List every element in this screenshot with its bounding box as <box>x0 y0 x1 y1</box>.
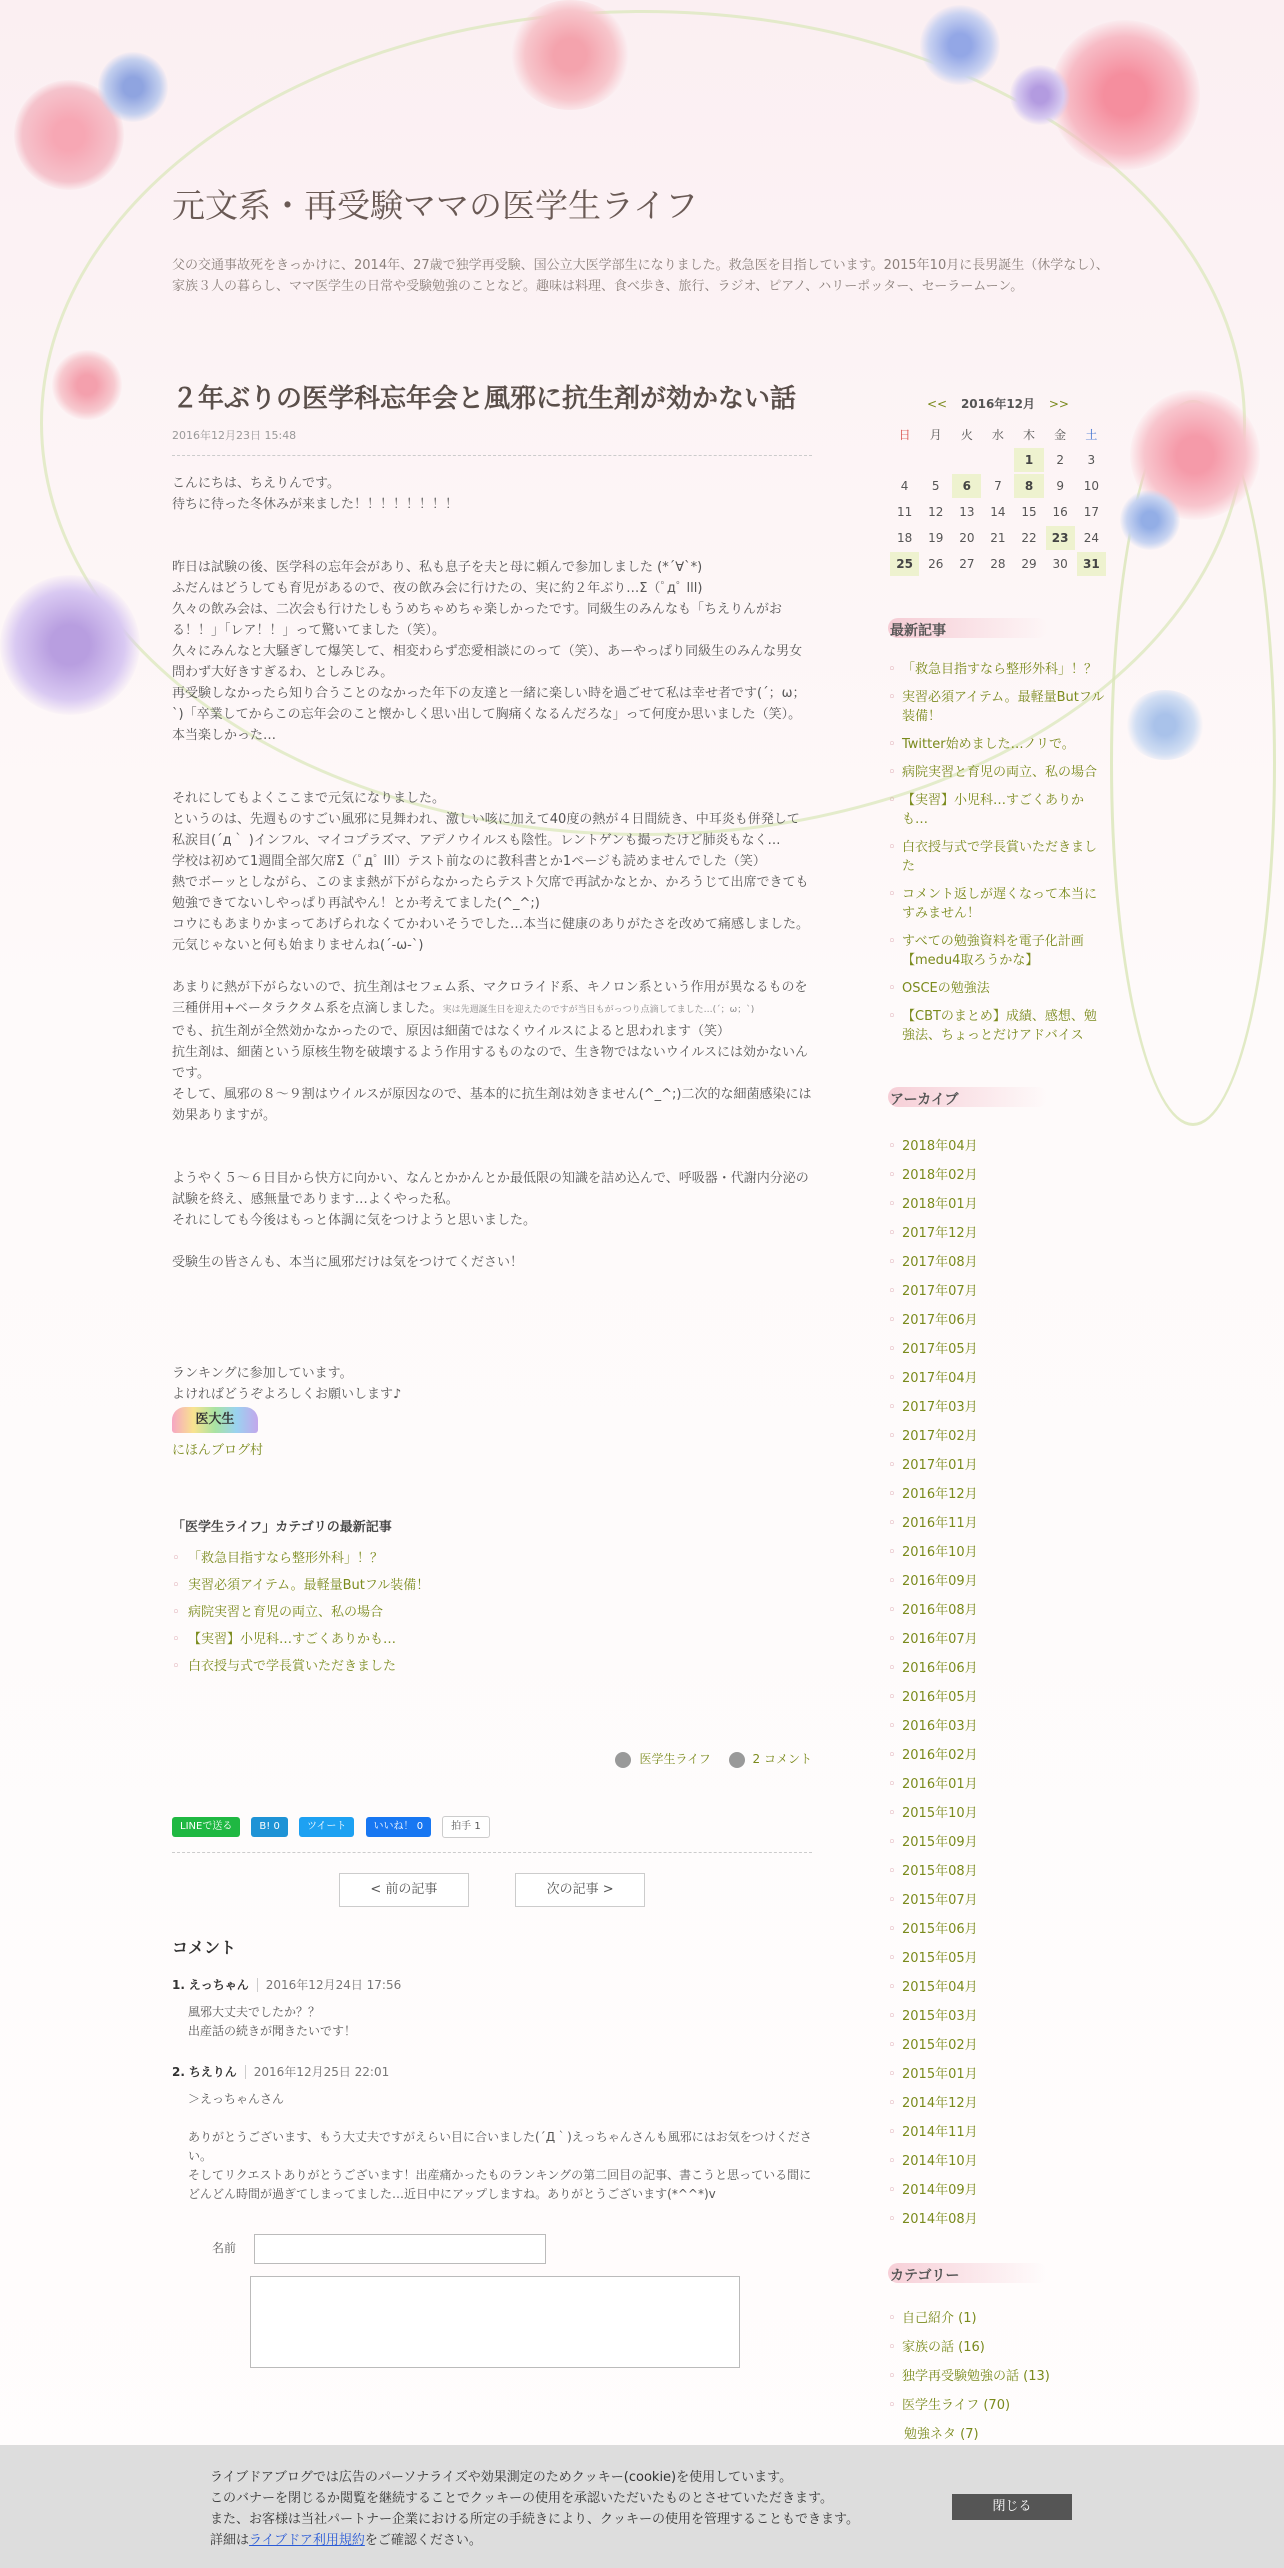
archive-link[interactable]: ◦ 2017年07月 <box>888 1282 1108 1301</box>
article-paragraph: そして、風邪の８〜９割はウイルスが原因なので、基本的に抗生剤は効きません(^_^;)二次的な細菌感染には効果ありますが。 <box>172 1087 812 1123</box>
blog-title[interactable]: 元文系・再受験ママの医学生ライフ <box>172 186 699 225</box>
archive-link[interactable]: ◦ 2014年11月 <box>888 2123 1108 2142</box>
cookie-detail-suffix: をご確認ください。 <box>364 2533 482 2548</box>
share-buttons <box>172 1814 812 1853</box>
archive-link[interactable]: ◦ 2017年01月 <box>888 1456 1108 1475</box>
cookie-detail-prefix: 詳細は <box>210 2533 250 2548</box>
archive-link[interactable]: ◦ 2017年06月 <box>888 1311 1108 1330</box>
calendar-day: 10 <box>1083 479 1100 493</box>
article-paragraph: ふだんはどうしても育児があるので、夜の飲み会に行けたの、実に約２年ぶり…Σ（ﾟдﾟ lll) <box>172 581 703 596</box>
comment-item <box>172 2063 812 2204</box>
calendar-day <box>952 448 981 472</box>
comment-item <box>172 1976 812 2041</box>
recent-post-link[interactable]: ◦ OSCEの勉強法 <box>888 979 1108 998</box>
comment-number: 1. <box>172 1977 185 1992</box>
archive-link[interactable]: ◦ 2017年03月 <box>888 1398 1108 1417</box>
cookie-close-button[interactable]: 閉じる <box>952 2494 1072 2520</box>
article <box>172 378 812 2368</box>
comment-textarea[interactable] <box>250 2276 740 2368</box>
article-paragraph: というのは、先週ものすごい風邪に見舞われ、激しい咳に加えて40度の熱が４日間続き、中耳炎も併発して私涙目(´д｀ )インフル、マイコプラズマ、アデノウイルスも陰性。レントゲンも撮ったけど肺炎もなく… <box>172 812 800 848</box>
archive-link[interactable]: ◦ 2015年06月 <box>888 1920 1108 1939</box>
category-recent-title: 「医学生ライフ」カテゴリの最新記事 <box>172 1520 392 1535</box>
archive-link[interactable]: ◦ 2014年08月 <box>888 2210 1108 2229</box>
comment-line: 出産話の続きが聞きたいです！ <box>188 2023 357 2038</box>
category-recent <box>172 1516 812 1680</box>
comment-number: 2. <box>172 2064 185 2079</box>
article-paragraph: 抗生剤は、細菌という原核生物を破壊するよう作用するものなので、生き物ではないウイルスには効かないんです。 <box>172 1045 808 1081</box>
calendar-day: 14 <box>990 505 1006 519</box>
meta-category-link[interactable]: 医学生ライフ <box>639 1752 711 1766</box>
calendar-nav <box>888 395 1108 412</box>
flower-decoration <box>920 5 1000 85</box>
article-meta <box>172 1750 812 1768</box>
archive-link[interactable]: ◦ 2015年03月 <box>888 2007 1108 2026</box>
calendar-weekday: 月 <box>929 427 942 442</box>
comment-date: 2016年12月24日 17:56 <box>257 1978 401 1992</box>
article-paragraph: 再受験しなかったら知り合うことのなかった年下の友達と一緒に楽しい時を過ごせて私は幸せ者です(´；ω；`)「卒業してからこの忘年会のこと懐かしく思い出して胸痛くなるんだろな」って何度か思いました（笑）。 <box>172 686 806 722</box>
article-paragraph: 熱でボーッとしながら、このまま熱が下がらなかったらテスト欠席で再試かなとか、かろうじて出席できても勉強できてないしやっぱり再試やん！とか考えてました(^_^;) <box>172 875 809 911</box>
paragraph-gap <box>172 1126 812 1147</box>
paragraph-gap <box>172 956 812 977</box>
archive-link[interactable]: ◦ 2017年04月 <box>888 1369 1108 1388</box>
cookie-text <box>210 2467 970 2551</box>
tweet-button[interactable]: ツイート <box>299 1817 355 1837</box>
cookie-line: ライブドアブログでは広告のパーソナライズや効果測定のためクッキー(cookie)を使用しています。 <box>210 2470 793 2485</box>
article-paragraph: それにしてもよくここまで元気になりました。 <box>172 791 446 806</box>
archive-list <box>888 1137 1108 2229</box>
calendar-day: 3 <box>1087 453 1096 467</box>
comment-form <box>212 2234 812 2368</box>
archive-link[interactable]: ◦ 2016年03月 <box>888 1717 1108 1736</box>
category-link[interactable]: ◦ 自己紹介 (1) <box>888 2309 1108 2328</box>
recent-posts-list <box>888 660 1108 1045</box>
calendar-weekday: 火 <box>960 427 973 442</box>
recent-post-link[interactable]: ◦ Twitter始めました…ノリで。 <box>888 735 1108 754</box>
paragraph-gap <box>172 1231 812 1252</box>
line-share-button[interactable]: LINEで送る <box>172 1817 240 1837</box>
calendar-day: 20 <box>959 531 975 545</box>
prev-article-button[interactable]: < 前の記事 <box>339 1873 469 1907</box>
sidebar <box>888 395 1108 2442</box>
name-label: 名前 <box>212 2241 237 2255</box>
calendar-day: 28 <box>990 557 1006 571</box>
calendar-day: 27 <box>959 557 975 571</box>
calendar-weekday: 金 <box>1054 427 1067 442</box>
flower-decoration <box>510 0 630 110</box>
article-title[interactable]: ２年ぶりの医学科忘年会と風邪に抗生剤が効かない話 <box>172 384 797 414</box>
recent-post-link[interactable]: ◦ すべての勉強資料を電子化計画【medu4取ろうかな】 <box>888 932 1108 970</box>
archive-link[interactable]: ◦ 2016年11月 <box>888 1514 1108 1533</box>
cookie-line: このバナーを閉じるか閲覧を継続することでクッキーの使用を承認いただいたものとさせていただきます。 <box>210 2491 833 2506</box>
calendar-month: 2016年12月 <box>960 397 1036 411</box>
archive-link[interactable]: ◦ 2016年10月 <box>888 1543 1108 1562</box>
facebook-like-button[interactable]: いいね！ 0 <box>366 1817 432 1837</box>
calendar-day: 30 <box>1052 557 1068 571</box>
archive-link[interactable]: ◦ 2017年05月 <box>888 1340 1108 1359</box>
calendar-day[interactable]: 23 <box>1046 526 1075 550</box>
category-list <box>888 2309 1108 2415</box>
archive-link[interactable]: ◦ 2015年04月 <box>888 1978 1108 1997</box>
hatena-bookmark-button[interactable]: B! 0 <box>251 1817 287 1837</box>
ranking-line: ランキングに参加しています。 <box>172 1366 353 1381</box>
archive-link[interactable]: ◦ 2016年06月 <box>888 1659 1108 1678</box>
article-paragraph: 待ちに待った冬休みが来ました！！！！！！！！ <box>172 497 459 512</box>
comment-icon <box>729 1752 745 1768</box>
comment-author: ちえりん <box>188 2064 237 2079</box>
paragraph-gap <box>172 767 812 788</box>
category-recent-item[interactable]: ◦ 【実習】小児科…すごくありかも… <box>172 1626 812 1653</box>
article-paragraph: 久々の飲み会は、二次会も行けたしもうめちゃめちゃ楽しかったです。同級生のみんなも「ちえりんがおる！！」「レア！！」って驚いてました（笑）。 <box>172 602 782 638</box>
cookie-line: また、お客様は当社パートナー企業における所定の手続きにより、クッキーの使用を管理することもできます。 <box>210 2512 859 2527</box>
archive-link[interactable]: ◦ 2015年09月 <box>888 1833 1108 1852</box>
calendar-weekday: 日 <box>898 427 911 442</box>
comment-line: 風邪大丈夫でしたか？？ <box>188 2004 321 2019</box>
flower-decoration <box>1050 20 1200 170</box>
calendar-day: 4 <box>900 479 909 493</box>
article-paragraph: ようやく５〜６日目から快方に向かい、なんとかかんとか最低限の知識を詰め込んで、呼吸器・代謝内分泌の試験を終え、感無量であります…よくやった私。 <box>172 1171 809 1207</box>
comments-section <box>172 1935 812 2368</box>
archive-link[interactable]: ◦ 2017年02月 <box>888 1427 1108 1446</box>
article-paragraph: コウにもあまりかまってあげられなくてかわいそうでした…本当に健康のありがたさを改めて痛感しました。元気じゃないと何も始まりませんね(´-ω-`) <box>172 917 810 953</box>
calendar-day: 7 <box>994 479 1002 493</box>
article-paragraph: 久々にみんなと大騒ぎして爆笑して、相変わらず恋愛相談にのって（笑）、あーやっぱり同級生のみんな男女問わず大好きすぎるわ、としみじみ。 <box>172 644 803 680</box>
archive-link[interactable]: ◦ 2016年01月 <box>888 1775 1108 1794</box>
calendar-day: 2 <box>1056 453 1064 467</box>
article-paragraph: 受験生の皆さんも、本当に風邪だけは気をつけてください！ <box>172 1255 524 1270</box>
calendar-day: 29 <box>1021 557 1037 571</box>
archive-link[interactable]: ◦ 2018年01月 <box>888 1195 1108 1214</box>
recent-post-link[interactable]: ◦ 病院実習と育児の両立、私の場合 <box>888 763 1108 782</box>
article-paragraph: でも、抗生剤が全然効かなかったので、原因は細菌ではなくウイルスによると思われます（笑） <box>172 1024 730 1039</box>
archive-link[interactable]: ◦ 2015年05月 <box>888 1949 1108 1968</box>
category-link[interactable]: ◦ 家族の話 (16) <box>888 2338 1108 2357</box>
next-article-button[interactable]: 次の記事 > <box>515 1873 645 1907</box>
archive-link[interactable]: ◦ 2016年05月 <box>888 1688 1108 1707</box>
archive-link[interactable]: ◦ 2016年02月 <box>888 1746 1108 1765</box>
calendar-day: 11 <box>896 505 913 519</box>
archive-heading: アーカイブ <box>888 1083 1108 1115</box>
blog-description: 父の交通事故死をきっかけに、2014年、27歳で独学再受験、国公立大医学部生になりました。救急医を目指しています。2015年10月に長男誕生（休学なし）、家族３人の暮らし、ママ医学生の日常や受験勉強のことなど。趣味は料理、食べ歩き、旅行、ラジオ、ピアノ、ハリーポッター、セーラームーン。 <box>172 258 1109 294</box>
ranking-text <box>172 1363 812 1405</box>
calendar-day: 5 <box>931 479 940 493</box>
flower-decoration <box>98 52 168 122</box>
category-link[interactable]: ◦ 独学再受験勉強の話 (13) <box>888 2367 1108 2386</box>
archive-link[interactable]: ◦ 2016年07月 <box>888 1630 1108 1649</box>
article-paragraph: あまりに熱が下がらないので、抗生剤はセフェム系、マクロライド系、キノロン系という作用が異なるものを三種併用+ベータラクタム系を点滴しました。実は先週誕生日を迎えたのですが当日もがっつり点滴してました…(´；ω；`) <box>172 980 808 1016</box>
calendar-day: 13 <box>959 505 975 519</box>
blog-village-link[interactable]: にほんブログ村 <box>172 1443 264 1458</box>
name-input[interactable] <box>254 2234 546 2264</box>
archive-link[interactable]: ◦ 2015年02月 <box>888 2036 1108 2055</box>
paragraph-gap <box>172 536 812 557</box>
comments-title: コメント <box>172 1937 237 1957</box>
category-recent-item[interactable]: ◦ 病院実習と育児の両立、私の場合 <box>172 1599 812 1626</box>
calendar-day: 17 <box>1083 505 1100 519</box>
article-paragraph: こんにちは、ちえりんです。 <box>172 476 340 491</box>
calendar-day: 9 <box>1056 479 1064 493</box>
calendar-weekday: 土 <box>1085 427 1098 442</box>
comment-line: ありがとうございます、もう大丈夫ですがえらい目に合いました(´Д｀)えっちゃんさんも風邪にはお気をつけください。 <box>188 2129 812 2163</box>
calendar-next-link[interactable]: >> <box>1048 397 1069 411</box>
article-paragraph: 昨日は試験の後、医学科の忘年会があり、私も息子を夫と母に頼んで参加しました (*´∀`*) <box>172 560 703 575</box>
article-paragraph: 本当楽しかった… <box>172 728 277 743</box>
archive-link[interactable]: ◦ 2018年04月 <box>888 1137 1108 1156</box>
recent-post-link[interactable]: ◦ 【CBTのまとめ】成績、感想、勉強法、ちょっとだけアドバイス <box>888 1007 1108 1045</box>
calendar-day[interactable]: 25 <box>890 552 919 576</box>
recent-post-link[interactable]: ◦ 実習必須アイテム。最軽量Butフル装備！ <box>888 688 1108 726</box>
archive-link[interactable]: ◦ 2017年08月 <box>888 1253 1108 1272</box>
calendar-day[interactable]: 6 <box>952 474 981 498</box>
category-recent-item[interactable]: ◦ 実習必須アイテム。最軽量Butフル装備！ <box>172 1572 812 1599</box>
calendar-day: 18 <box>896 531 913 545</box>
category-link[interactable]: ◦ 医学生ライフ (70) <box>888 2396 1108 2415</box>
folder-icon <box>615 1752 631 1768</box>
blog-village-banner[interactable] <box>172 1407 258 1433</box>
subcategory-item[interactable]: 勉強ネタ (7) <box>904 2427 979 2442</box>
meta-comments-link[interactable]: 2 コメント <box>752 1752 812 1766</box>
archive-link[interactable]: ◦ 2015年08月 <box>888 1862 1108 1881</box>
small-note: 実は先週誕生日を迎えたのですが当日もがっつり点滴してました…(´；ω；`) <box>442 1005 755 1015</box>
paragraph-gap <box>172 515 812 536</box>
comment-line: そしてリクエストありがとうございます！出産痛かったものランキングの第二回目の記事、書こうと思っている間にどんどん時間が過ぎてしまってました…近日中にアップしますね。ありがとうございます(*^^*)v <box>188 2167 812 2201</box>
calendar-day: 26 <box>928 557 944 571</box>
calendar-day: 22 <box>1021 531 1037 545</box>
clap-button[interactable]: 拍手 1 <box>442 1816 490 1838</box>
recent-post-link[interactable]: ◦ 白衣授与式で学長賞いただきました <box>888 838 1108 876</box>
calendar-day: 24 <box>1083 531 1100 545</box>
calendar-day: 15 <box>1021 505 1037 519</box>
flower-decoration <box>52 350 122 420</box>
calendar-day <box>921 448 950 472</box>
archive-link[interactable]: ◦ 2014年10月 <box>888 2152 1108 2171</box>
flower-decoration <box>1010 65 1070 125</box>
calendar-weekday: 木 <box>1023 427 1036 442</box>
archive-link[interactable]: ◦ 2018年02月 <box>888 1166 1108 1185</box>
category-recent-item[interactable]: ◦ 白衣授与式で学長賞いただきました <box>172 1653 812 1680</box>
article-paragraph: 学校は初めて1週間全部欠席Σ（ﾟдﾟ lll）テスト前なのに教科書とか1ページも読めませんでした（笑） <box>172 854 766 869</box>
calendar-day <box>983 448 1012 472</box>
terms-link[interactable]: ライブドア利用規約 <box>249 2533 365 2548</box>
article-nav <box>172 1873 812 1907</box>
calendar-day[interactable]: 31 <box>1077 552 1106 576</box>
calendar-day: 16 <box>1052 505 1068 519</box>
comment-line: ＞えっちゃんさん <box>188 2091 285 2106</box>
article-paragraph: それにしても今後はもっと体調に気をつけようと思いました。 <box>172 1213 537 1228</box>
category-recent-item[interactable]: ◦ 「救急目指すなら整形外科」！？ <box>172 1545 812 1572</box>
calendar-day <box>890 448 919 472</box>
calendar-prev-link[interactable]: << <box>927 397 948 411</box>
recent-posts-heading: 最新記事 <box>888 614 1108 646</box>
calendar-day[interactable]: 1 <box>1014 448 1043 472</box>
calendar-day: 12 <box>928 505 944 519</box>
paragraph-gap <box>172 1147 812 1168</box>
comment-author: えっちゃん <box>188 1977 249 1992</box>
calendar-weekday: 水 <box>991 427 1004 442</box>
recent-post-link[interactable]: ◦ 「救急目指すなら整形外科」！？ <box>888 660 1108 679</box>
archive-link[interactable]: ◦ 2015年07月 <box>888 1891 1108 1910</box>
archive-link[interactable]: ◦ 2016年08月 <box>888 1601 1108 1620</box>
archive-link[interactable]: ◦ 2014年12月 <box>888 2094 1108 2113</box>
flower-decoration <box>1120 490 1180 550</box>
calendar-day[interactable]: 8 <box>1014 474 1043 498</box>
category-heading: カテゴリー <box>888 2259 1108 2291</box>
archive-link[interactable]: ◦ 2016年12月 <box>888 1485 1108 1504</box>
recent-post-link[interactable]: ◦ コメント返しが遅くなって本当にすみません！ <box>888 885 1108 923</box>
calendar-day: 19 <box>928 531 944 545</box>
paragraph-gap <box>172 746 812 767</box>
article-body <box>172 473 812 1273</box>
calendar-day: 21 <box>990 531 1006 545</box>
article-date: 2016年12月23日 15:48 <box>172 427 812 456</box>
recent-post-link[interactable]: ◦ 【実習】小児科…すごくありかも… <box>888 791 1108 829</box>
flower-decoration <box>0 575 140 715</box>
comment-date: 2016年12月25日 22:01 <box>245 2065 389 2079</box>
archive-link[interactable]: ◦ 2015年01月 <box>888 2065 1108 2084</box>
ranking-line: よければどうぞよろしくお願いします♪ <box>172 1387 402 1402</box>
banner-label: 医大生 <box>195 1412 235 1427</box>
archive-link[interactable]: ◦ 2017年12月 <box>888 1224 1108 1243</box>
butterfly-decoration <box>1125 690 1205 760</box>
archive-link[interactable]: ◦ 2016年09月 <box>888 1572 1108 1591</box>
calendar <box>888 420 1108 578</box>
archive-link[interactable]: ◦ 2015年10月 <box>888 1804 1108 1823</box>
archive-link[interactable]: ◦ 2014年09月 <box>888 2181 1108 2200</box>
